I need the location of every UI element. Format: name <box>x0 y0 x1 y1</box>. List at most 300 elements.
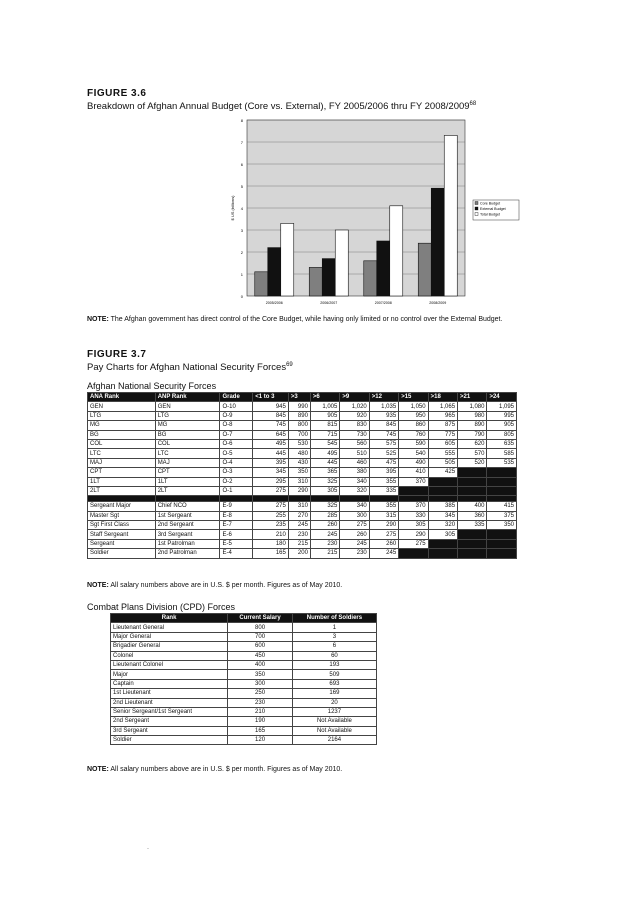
column-header: Grade <box>220 393 253 402</box>
table-cell: O-10 <box>220 402 253 411</box>
table-cell: 560 <box>340 439 369 448</box>
table-cell: 1LT <box>88 477 156 486</box>
table-cell: BG <box>88 430 156 439</box>
ansf-table-title: Afghan National Security Forces <box>87 381 217 391</box>
table-cell: 830 <box>340 421 369 430</box>
table-cell: 305 <box>399 521 428 530</box>
table-cell: 520 <box>458 458 487 467</box>
table-cell: 495 <box>310 449 339 458</box>
table-cell: Brigadier General <box>111 642 228 651</box>
table-cell: 715 <box>310 430 339 439</box>
y-axis-label: $ US (billions) <box>230 195 235 221</box>
bar-core-budget <box>255 272 268 296</box>
table-cell: 693 <box>292 679 376 688</box>
table-cell: 575 <box>369 439 398 448</box>
table-cell: Chief NCO <box>155 502 220 511</box>
y-tick-label: 0 <box>240 294 243 299</box>
table-cell: E-7 <box>220 521 253 530</box>
table-cell: Captain <box>111 679 228 688</box>
table-cell: 425 <box>428 468 457 477</box>
table-cell: 935 <box>369 411 398 420</box>
table-cell: 350 <box>288 468 310 477</box>
table-cell: 230 <box>340 549 369 558</box>
table-cell: Sergeant Major <box>88 502 156 511</box>
bar-core-budget <box>364 261 377 296</box>
table-cell: 60 <box>292 651 376 660</box>
bar-total-budget <box>335 230 348 296</box>
table-row <box>111 642 377 651</box>
table-cell: 790 <box>458 430 487 439</box>
table-cell: 2nd Sergeant <box>155 521 220 530</box>
table-cell: 2LT <box>155 486 220 495</box>
table-cell: 305 <box>428 530 457 539</box>
cpd-note <box>87 766 607 773</box>
table-cell: 995 <box>487 411 517 420</box>
table-cell: 355 <box>369 477 398 486</box>
table-cell: 325 <box>310 502 339 511</box>
table-cell: 525 <box>369 449 398 458</box>
table-row <box>88 511 517 520</box>
table-cell: 745 <box>369 430 398 439</box>
legend-swatch <box>475 202 478 205</box>
column-header: >21 <box>458 393 487 402</box>
table-cell: 165 <box>253 549 289 558</box>
table-cell <box>458 486 487 495</box>
table-cell: 320 <box>340 486 369 495</box>
footnote-ref: 69 <box>286 362 293 368</box>
column-header: >24 <box>487 393 517 402</box>
table-cell: 760 <box>399 430 428 439</box>
table-row <box>88 430 517 439</box>
table-cell: O-3 <box>220 468 253 477</box>
table-cell: 395 <box>253 458 289 467</box>
table-cell: 845 <box>253 411 289 420</box>
table-cell: MG <box>155 421 220 430</box>
table-cell: 310 <box>288 477 310 486</box>
table-cell: O-6 <box>220 439 253 448</box>
table-cell <box>458 477 487 486</box>
table-cell: COL <box>88 439 156 448</box>
table-cell: 860 <box>399 421 428 430</box>
y-tick-label: 2 <box>240 250 243 255</box>
table-cell: 3 <box>292 632 376 641</box>
column-header: >18 <box>428 393 457 402</box>
bar-core-budget <box>418 243 431 296</box>
note-label: NOTE: <box>87 582 109 589</box>
table-cell: 2nd Lieutenant <box>111 698 228 707</box>
table-cell: 1 <box>292 623 376 632</box>
table-row <box>88 468 517 477</box>
table-cell: 310 <box>288 502 310 511</box>
column-header: >9 <box>340 393 369 402</box>
budget-chart-svg <box>225 116 525 316</box>
table-cell <box>458 530 487 539</box>
table-cell: 315 <box>369 511 398 520</box>
table-cell: 335 <box>458 521 487 530</box>
table-cell: 290 <box>369 521 398 530</box>
table-cell: 245 <box>369 549 398 558</box>
table-cell: 385 <box>428 502 457 511</box>
table-cell: 365 <box>310 468 339 477</box>
table-cell: 845 <box>369 421 398 430</box>
table-cell: 875 <box>428 421 457 430</box>
table-cell: COL <box>155 439 220 448</box>
table-cell <box>487 477 517 486</box>
table-row <box>88 521 517 530</box>
x-tick-label: 2008/2009 <box>429 301 447 305</box>
table-cell: 245 <box>288 521 310 530</box>
table-cell: 255 <box>253 511 289 520</box>
table-row <box>111 707 377 716</box>
bar-external-budget <box>322 259 335 296</box>
table-cell: GEN <box>88 402 156 411</box>
table-cell <box>458 539 487 548</box>
table-cell: LTG <box>88 411 156 420</box>
table-cell: 169 <box>292 689 376 698</box>
table-cell: 300 <box>340 511 369 520</box>
table-cell: 920 <box>340 411 369 420</box>
table-cell <box>399 486 428 495</box>
table-cell: 990 <box>288 402 310 411</box>
table-cell: 180 <box>253 539 289 548</box>
table-cell: 460 <box>340 458 369 467</box>
note-text: All salary numbers above are in U.S. $ per month. Figures as of May 2010. <box>110 766 343 773</box>
table-cell: 430 <box>288 458 310 467</box>
table-cell: Major <box>111 670 228 679</box>
table-cell: 775 <box>428 430 457 439</box>
table-cell: 375 <box>487 511 517 520</box>
table-cell: 290 <box>399 530 428 539</box>
column-header: ANA Rank <box>88 393 156 402</box>
table-cell: 1,020 <box>340 402 369 411</box>
table-cell: 475 <box>369 458 398 467</box>
bar-total-budget <box>390 206 403 296</box>
y-tick-label: 5 <box>240 184 243 189</box>
table-cell: MG <box>88 421 156 430</box>
table-cell: 509 <box>292 670 376 679</box>
figure-3-6-note <box>87 316 607 323</box>
table-cell: Colonel <box>111 651 228 660</box>
table-cell <box>428 477 457 486</box>
table-cell: 905 <box>310 411 339 420</box>
table-cell: 275 <box>253 502 289 511</box>
table-row <box>111 632 377 641</box>
legend-label: Total Budget <box>480 212 500 217</box>
table-cell: 950 <box>399 411 428 420</box>
table-cell: 335 <box>369 486 398 495</box>
x-tick-label: 2005/2006 <box>265 301 283 305</box>
table-cell: 200 <box>288 549 310 558</box>
table-cell: LTG <box>155 411 220 420</box>
table-cell: 340 <box>340 502 369 511</box>
table-cell: E-4 <box>220 549 253 558</box>
table-cell: 355 <box>369 502 398 511</box>
table-row <box>88 549 517 558</box>
table-cell: 480 <box>288 449 310 458</box>
table-cell: E-6 <box>220 530 253 539</box>
table-cell: 1237 <box>292 707 376 716</box>
table-cell: 570 <box>458 449 487 458</box>
table-cell: 320 <box>428 521 457 530</box>
table-row <box>88 477 517 486</box>
table-cell: Not Available <box>292 726 376 735</box>
table-cell: 2nd Patrolman <box>155 549 220 558</box>
table-cell: 260 <box>340 530 369 539</box>
table-cell: 545 <box>310 439 339 448</box>
table-cell: BG <box>155 430 220 439</box>
note-label: NOTE: <box>87 316 109 323</box>
table-cell: 325 <box>310 477 339 486</box>
table-row <box>88 421 517 430</box>
y-tick-label: 8 <box>240 118 243 123</box>
column-header: ANP Rank <box>155 393 220 402</box>
table-cell: 1,035 <box>369 402 398 411</box>
note-text: The Afghan government has direct control of the Core Budget, while having only limited or no control over the External Budget. <box>110 316 503 323</box>
bar-external-budget <box>431 188 444 296</box>
column-header: <1 to 3 <box>253 393 289 402</box>
table-cell: MAJ <box>88 458 156 467</box>
table-cell: 345 <box>428 511 457 520</box>
legend-label: External Budget <box>480 206 506 211</box>
table-cell: O-9 <box>220 411 253 420</box>
table-cell: E-9 <box>220 502 253 511</box>
table-cell: 400 <box>458 502 487 511</box>
table-cell: Senior Sergeant/1st Sergeant <box>111 707 228 716</box>
table-cell: Sgt First Class <box>88 521 156 530</box>
y-tick-label: 4 <box>240 206 243 211</box>
table-cell: 395 <box>369 468 398 477</box>
table-cell: 250 <box>228 689 293 698</box>
table-cell: 1,095 <box>487 402 517 411</box>
ansf-note <box>87 582 607 589</box>
table-cell: 215 <box>310 549 339 558</box>
table-cell: 345 <box>253 468 289 477</box>
column-header: >6 <box>310 393 339 402</box>
table-cell: 620 <box>458 439 487 448</box>
table-cell: 1,050 <box>399 402 428 411</box>
table-cell: 2nd Sergeant <box>111 717 228 726</box>
table-cell: 540 <box>399 449 428 458</box>
note-text: All salary numbers above are in U.S. $ per month. Figures as of May 2010. <box>110 582 343 589</box>
table-header-row <box>88 393 517 402</box>
table-cell: 275 <box>399 539 428 548</box>
table-cell: 260 <box>310 521 339 530</box>
table-cell: 530 <box>288 439 310 448</box>
table-cell: 445 <box>253 449 289 458</box>
table-cell: 555 <box>428 449 457 458</box>
table-cell: 745 <box>253 421 289 430</box>
table-cell: 800 <box>228 623 293 632</box>
table-cell: 3rd Sergeant <box>155 530 220 539</box>
x-tick-label: 2007/2008 <box>374 301 392 305</box>
legend-swatch <box>475 213 478 216</box>
budget-chart <box>225 116 525 316</box>
table-cell: 805 <box>487 430 517 439</box>
table-cell: 120 <box>228 736 293 745</box>
legend-label: Core Budget <box>480 201 501 206</box>
table-cell <box>428 539 457 548</box>
table-cell: 165 <box>228 726 293 735</box>
table-cell: LTC <box>88 449 156 458</box>
table-row <box>111 670 377 679</box>
table-cell: 380 <box>340 468 369 477</box>
table-cell: 700 <box>288 430 310 439</box>
bar-total-budget <box>444 135 457 296</box>
y-tick-label: 7 <box>240 140 243 145</box>
y-tick-label: 6 <box>240 162 243 167</box>
figure-3-7-caption-text: Pay Charts for Afghan National Security Forces <box>87 362 287 374</box>
table-cell <box>458 468 487 477</box>
column-header: >15 <box>399 393 428 402</box>
table-cell: 1st Lieutenant <box>111 689 228 698</box>
legend-swatch <box>475 207 478 210</box>
table-cell: 1LT <box>155 477 220 486</box>
table-cell <box>487 539 517 548</box>
figure-3-6-caption <box>87 101 476 112</box>
table-cell <box>487 530 517 539</box>
table-row <box>111 623 377 632</box>
table-cell: 350 <box>228 670 293 679</box>
table-row <box>88 439 517 448</box>
table-cell: 230 <box>310 539 339 548</box>
table-cell <box>428 486 457 495</box>
table-cell: O-5 <box>220 449 253 458</box>
table-cell: 295 <box>253 477 289 486</box>
table-cell: 965 <box>428 411 457 420</box>
table-cell: 6 <box>292 642 376 651</box>
table-cell: 635 <box>487 439 517 448</box>
table-cell: LTC <box>155 449 220 458</box>
column-header: >12 <box>369 393 398 402</box>
x-tick-label: 2006/2007 <box>320 301 338 305</box>
table-cell: O-2 <box>220 477 253 486</box>
table-cell: 445 <box>310 458 339 467</box>
table-cell: E-5 <box>220 539 253 548</box>
table-cell: 905 <box>487 421 517 430</box>
column-header: Current Salary <box>228 614 293 623</box>
cpd-table-title: Combat Plans Division (CPD) Forces <box>87 602 236 612</box>
table-row <box>111 651 377 660</box>
table-row <box>88 411 517 420</box>
table-cell: CPT <box>155 468 220 477</box>
table-cell: 2LT <box>88 486 156 495</box>
table-cell: 340 <box>340 477 369 486</box>
bar-core-budget <box>309 267 322 296</box>
table-cell: 590 <box>399 439 428 448</box>
table-cell <box>487 486 517 495</box>
table-cell: 1,065 <box>428 402 457 411</box>
table-cell: 945 <box>253 402 289 411</box>
table-cell <box>428 549 457 558</box>
table-cell: 350 <box>487 521 517 530</box>
table-header-row <box>111 614 377 623</box>
table-cell: 275 <box>369 530 398 539</box>
table-cell: GEN <box>155 402 220 411</box>
table-cell: 360 <box>458 511 487 520</box>
table-row <box>111 679 377 688</box>
table-cell: 370 <box>399 502 428 511</box>
table-cell: 505 <box>428 458 457 467</box>
table-row <box>88 486 517 495</box>
table-cell: 190 <box>228 717 293 726</box>
table-cell <box>399 549 428 558</box>
table-cell: 230 <box>288 530 310 539</box>
table-cell: 605 <box>428 439 457 448</box>
table-cell: 645 <box>253 430 289 439</box>
table-cell: Sergeant <box>88 539 156 548</box>
table-row <box>111 689 377 698</box>
table-cell: 245 <box>310 530 339 539</box>
table-row <box>111 698 377 707</box>
table-cell: 245 <box>340 539 369 548</box>
table-cell: 3rd Sergeant <box>111 726 228 735</box>
table-cell: 815 <box>310 421 339 430</box>
column-header: >3 <box>288 393 310 402</box>
table-cell: 330 <box>399 511 428 520</box>
figure-3-7-caption <box>87 362 293 373</box>
bar-external-budget <box>268 248 281 296</box>
table-cell: 210 <box>253 530 289 539</box>
table-cell: 415 <box>487 502 517 511</box>
table-cell: 275 <box>340 521 369 530</box>
table-cell: 495 <box>253 439 289 448</box>
table-cell: 370 <box>399 477 428 486</box>
table-cell: Lieutenant Colonel <box>111 660 228 669</box>
table-cell: 410 <box>399 468 428 477</box>
table-cell: 1,005 <box>310 402 339 411</box>
table-cell: 230 <box>228 698 293 707</box>
table-cell: Not Available <box>292 717 376 726</box>
table-cell: Lieutenant General <box>111 623 228 632</box>
table-cell: Soldier <box>111 736 228 745</box>
table-cell: 490 <box>399 458 428 467</box>
table-cell: 275 <box>253 486 289 495</box>
table-cell: O-7 <box>220 430 253 439</box>
table-cell: CPT <box>88 468 156 477</box>
table-cell: O-4 <box>220 458 253 467</box>
table-cell: 1st Sergeant <box>155 511 220 520</box>
table-cell: 210 <box>228 707 293 716</box>
table-row <box>88 458 517 467</box>
table-cell: 535 <box>487 458 517 467</box>
table-cell <box>458 549 487 558</box>
table-cell: 270 <box>288 511 310 520</box>
table-cell: 20 <box>292 698 376 707</box>
ansf-pay-table <box>87 392 517 559</box>
table-cell <box>487 549 517 558</box>
table-row <box>88 402 517 411</box>
bar-total-budget <box>281 223 294 296</box>
figure-3-6-label: FIGURE 3.6 <box>87 88 147 99</box>
table-cell: Master Sgt <box>88 511 156 520</box>
table-cell: 300 <box>228 679 293 688</box>
table-cell: 1st Patrolman <box>155 539 220 548</box>
table-cell: 585 <box>487 449 517 458</box>
table-cell: 2164 <box>292 736 376 745</box>
table-cell: 400 <box>228 660 293 669</box>
note-label: NOTE: <box>87 766 109 773</box>
table-cell: 980 <box>458 411 487 420</box>
table-cell: Major General <box>111 632 228 641</box>
table-row <box>88 502 517 511</box>
table-row <box>88 449 517 458</box>
cpd-forces-table <box>110 613 377 745</box>
table-cell: 800 <box>288 421 310 430</box>
table-cell: MAJ <box>155 458 220 467</box>
table-row <box>88 530 517 539</box>
table-cell: E-8 <box>220 511 253 520</box>
table-cell: Soldier <box>88 549 156 558</box>
